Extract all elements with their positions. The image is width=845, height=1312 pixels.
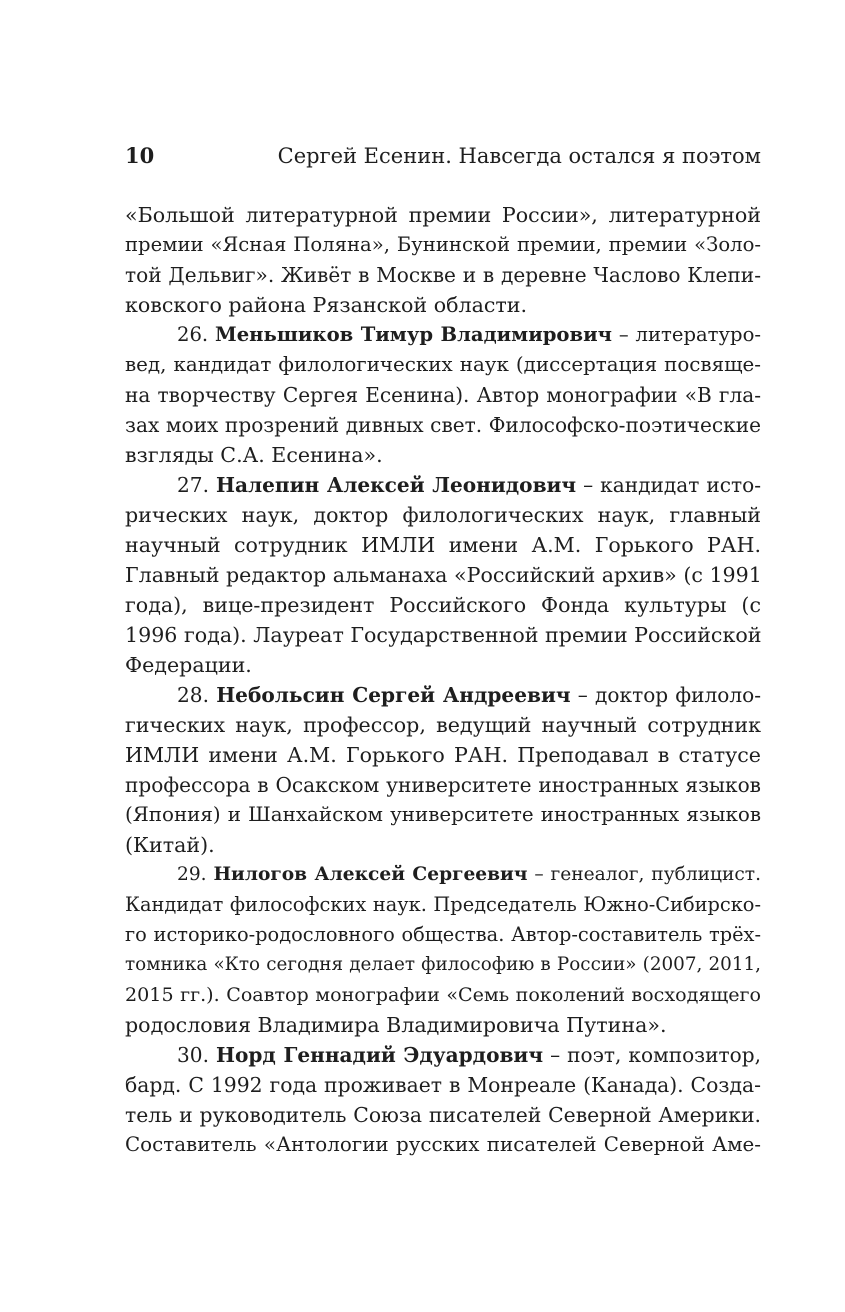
text-line: на творчеству Сергея Есенина). Автор монографии «В гла- (125, 383, 761, 407)
page-number: 10 (125, 143, 155, 168)
entry-name: Норд Геннадий Эдуардович (216, 1043, 544, 1067)
text-line: родословия Владимира Владимировича Путина». (125, 1013, 667, 1037)
entry-number: 28. (177, 683, 209, 707)
entry-text: – доктор филоло- (570, 683, 762, 707)
text-line: го историко-родословного общества. Автор-составитель трёх- (125, 923, 761, 946)
text-line: той Дельвиг». Живёт в Москве и в деревне Часлово Клепи- (125, 263, 761, 287)
page-body (125, 200, 761, 1160)
running-header (125, 140, 761, 172)
entry-number: 30. (177, 1043, 209, 1067)
text-line: вед, кандидат филологических наук (диссертация посвяще- (125, 353, 761, 376)
text-line: научный сотрудник ИМЛИ имени А.М. Горького РАН. (125, 533, 761, 557)
entry-text: – литературо- (612, 323, 761, 346)
text-line: 1996 года). Лауреат Государственной премии Российской (125, 623, 762, 647)
text-line: Федерации. (125, 653, 252, 677)
entry-name: Налепин Алексей Леонидович (215, 473, 577, 497)
text-line: зах моих прозрений дивных свет. Философско-поэтические (125, 413, 761, 437)
text-line: рических наук, доктор филологических наук, главный (125, 503, 761, 527)
text-line: ковского района Рязанской области. (125, 293, 528, 317)
text-line: 2015 гг.). Соавтор монографии «Семь поколений восходящего (125, 983, 761, 1006)
text-line: Главный редактор альманаха «Российский архив» (с 1991 (125, 563, 762, 587)
text-line: Составитель «Антологии русских писателей Северной Аме- (125, 1133, 761, 1156)
text-line: бард. С 1992 года проживает в Монреале (Канада). Созда- (125, 1073, 761, 1097)
text-line: (Япония) и Шанхайском университете иностранных языков (125, 803, 761, 826)
entry-number: 29. (177, 864, 207, 885)
text-line: премии «Ясная Поляна», Бунинской премии, премии «Золо- (125, 233, 761, 256)
entry-text: – генеалог, публицист. (527, 864, 762, 885)
text-line: взгляды С.А. Есенина». (125, 443, 383, 467)
entry-29-first-line (125, 860, 761, 890)
text-line: гических наук, профессор, ведущий научный сотрудник (125, 713, 761, 737)
text-line: Кандидат философских наук. Председатель Южно-Сибирско- (125, 893, 761, 916)
entry-name: Нилогов Алексей Сергеевич (213, 864, 528, 885)
entry-26-first-line (125, 320, 761, 350)
entry-name: Небольсин Сергей Андреевич (216, 683, 571, 707)
entry-number: 26. (177, 323, 209, 346)
text-line: томника «Кто сегодня делает философию в России» (2007, 2011, (125, 954, 761, 975)
entry-text: – кандидат исто- (576, 473, 761, 497)
text-line: «Большой литературной премии России», литературной (125, 203, 761, 227)
text-line: года), вице-президент Российского Фонда культуры (с (125, 593, 761, 617)
text-line: профессора в Осакском университете иностранных языков (125, 773, 761, 797)
text-line: тель и руководитель Союза писателей Северной Америки. (125, 1103, 761, 1127)
entry-27-first-line (125, 470, 761, 500)
running-title: Сергей Есенин. Навсегда остался я поэтом (277, 144, 761, 168)
text-line: (Китай). (125, 833, 215, 857)
entry-28-first-line (125, 680, 761, 710)
text-line: ИМЛИ имени А.М. Горького РАН. Преподавал в статусе (125, 743, 761, 767)
entry-30-first-line (125, 1040, 761, 1070)
entry-text: – поэт, композитор, (543, 1043, 762, 1067)
entry-name: Меньшиков Тимур Владимирович (215, 323, 612, 346)
entry-number: 27. (177, 473, 209, 497)
